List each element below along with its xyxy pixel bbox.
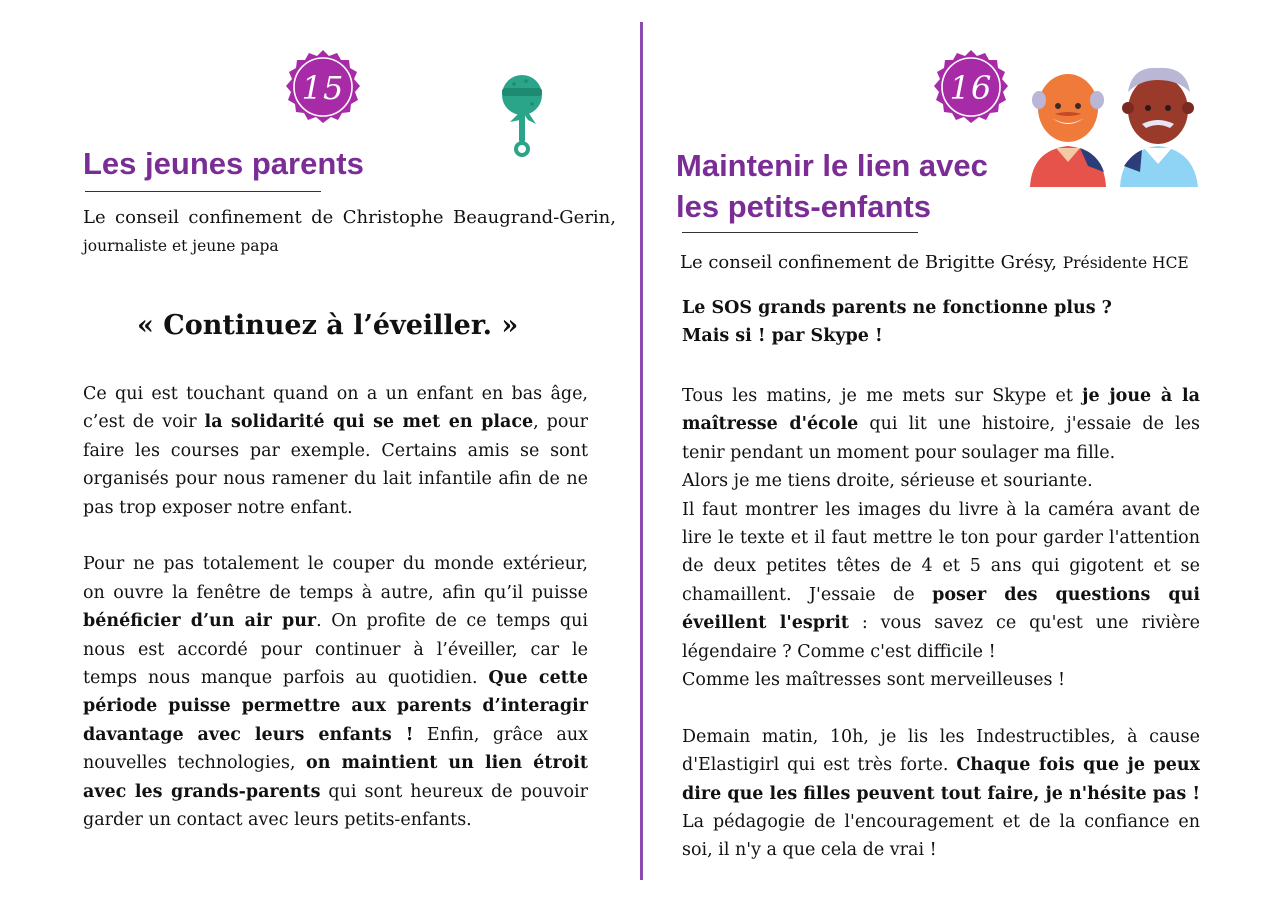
intro-main: Le conseil confinement de Christophe Beaugrand-Gerin, [83,207,616,228]
paragraph-1-last: Alors je me tiens droite, sérieuse et souriante. [682,471,1093,492]
text-run: Tous les matins, je me mets sur Skype et [682,386,1083,406]
paragraph-2 [83,550,588,834]
bold-run: poser des questions qui éveillent l'esprit [682,584,1200,634]
article-body [682,382,1200,865]
intro-role: journaliste et jeune papa [83,237,279,255]
sos-line-2: Mais si ! par Skype ! [682,326,883,347]
text-run: . On profite de ce temps qui nous est accordé pour continuer à l’éveiller, car le temps nous manque parfois au quotidien. [83,611,588,689]
page-badge-15 [283,48,363,128]
badge-number: 16 [949,69,993,107]
intro-role: Présidente HCE [1062,254,1189,272]
text-run: , pour faire les courses par exemple. Certains amis se sont organisés pour nous ramener du lait infantile afin de ne pas trop exposer notre enfant. [83,412,588,518]
bold-run: bénéficier d’un air pur [83,611,317,632]
text-run: Ce qui est touchant quand on a un enfant en bas âge, c’est de voir [83,384,588,433]
sos-line-1: Le SOS grands parents ne fonctionne plus ? [682,298,1112,318]
paragraph-2-last: Comme les maîtresses sont merveilleuses ! [682,670,1066,691]
text-run: Il faut montrer les images du livre à la caméra avant de lire le texte et il faut mettre le ton pour garder l'attention de deux petites têtes de 4 et 5 ans qui gigotent et se chamaillent. J'essaie de [682,499,1200,605]
title-underline [682,232,918,233]
section-title-line-2: les petits-enfants [676,189,931,224]
intro-main: Le conseil confinement de Brigitte Grésy, [680,252,1057,273]
text-run: qui lit une histoire, j'essaie de les tenir pendant un moment pour soulager ma fille. [682,414,1200,463]
page-divider [640,22,643,880]
bold-run: on maintient un lien étroit avec les grands-parents [83,753,588,802]
bold-run: la solidarité qui se met en place [204,412,534,433]
section-title: Les jeunes parents [83,146,364,181]
text-run: La pédagogie de l'encouragement et de la confiance en soi, il n'y a que cela de vrai ! [682,812,1200,861]
intro-text [680,249,1270,277]
paragraph-3 [682,723,1200,865]
title-underline [85,191,321,192]
text-run: Enfin, grâce aux nouvelles technologies, [83,724,588,774]
pull-quote: « Continuez à l’éveiller. » [137,310,519,341]
sos-heading [682,294,1200,351]
text-run: : vous savez ce qu'est une rivière légendaire ? Comme c'est difficile ! [682,613,1201,662]
bold-run: je joue à la maîtresse d'école [682,386,1200,435]
text-run: Pour ne pas totalement le couper du monde extérieur, on ouvre la fenêtre de temps à autre, afin qu’il puisse [83,554,588,603]
grandparents-illustration [1028,62,1208,192]
bold-run: Chaque fois que je peux dire que les filles peuvent tout faire, je n'hésite pas ! [682,755,1200,804]
paragraph-1 [83,380,588,522]
paragraph-1 [682,382,1200,467]
text-run: qui sont heureux de pouvoir garder un contact avec leurs petits-enfants. [83,781,588,831]
baby-rattle-icon [500,72,560,162]
badge-number: 15 [301,69,345,107]
page-16 [645,0,1280,903]
page-badge-16 [931,48,1011,128]
bold-run: Que cette période puisse permettre aux parents d’interagir davantage avec leurs enfants ! [83,668,588,745]
section-title-line-1: Maintenir le lien avec [676,148,988,183]
intro-text [83,204,616,260]
article-body [83,380,588,834]
paragraph-2 [682,496,1200,666]
text-run: Demain matin, 10h, je lis les Indestructibles, à cause d'Elastigirl qui est très forte. [682,726,1200,776]
